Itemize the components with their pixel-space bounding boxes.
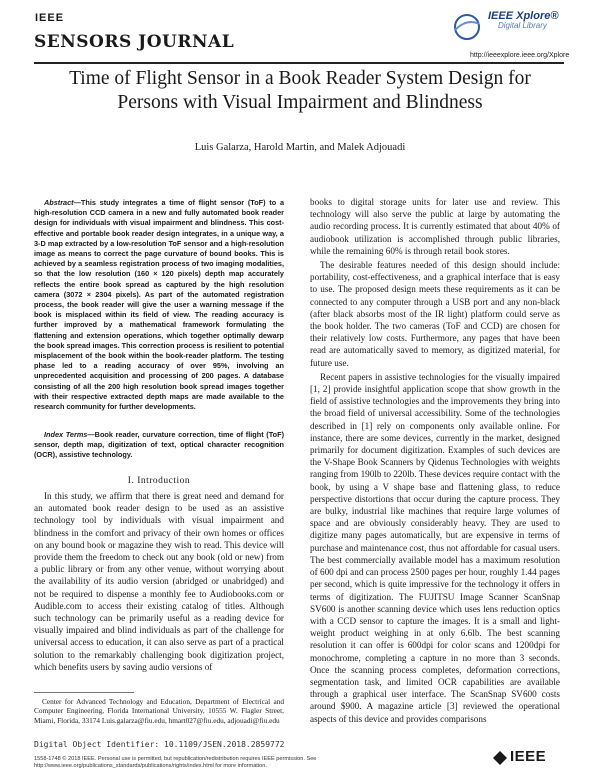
xplore-brand: IEEE Xplore®	[488, 10, 559, 22]
introduction-body	[34, 490, 284, 675]
footnote-rule	[34, 692, 134, 693]
intro-paragraph: In this study, we affirm that there is great need and demand for an automated book reader design to be used as an assistive technology tool by individuals with visual impairment and blindness in the comfort and privacy of their own homes or offices on any bound book or magazine they wish to read. This device will provide them the freedom to check out any book (old or new) from a public library or from any other venue, without worrying about the availability of its audio version (abridged or unabridged) and not be required to dispense a monthly fee to Audiobooks.com or Audible.com to access their existing catalog of titles. Although such technology can be primarily useful as a reading device for visually impaired and blind individuals as part of the challenge for universal access to education, it can also serve as part of a practical solution to the remarkably challenging book digitization project, which benefits users by saving audio versions of	[34, 491, 284, 672]
xplore-branding	[488, 10, 568, 30]
xplore-logo-icon	[450, 10, 484, 44]
ieee-footer-logo: IEEE	[510, 748, 547, 765]
right-column-body	[310, 196, 560, 727]
right-paragraph: Recent papers in assistive technologies for the visually impaired [1, 2] provide insightful application scope that show growth in the field of assistive technologies and the improvements they bring into the broad field of universal accessibility. Some of the technologies described in [1] rely on components only available online. For instance, there are some devices, currently in the market, designed primarily for document digitization. Examples of such devices are the V-Shape Book Scanners by Qidenus Technologies with weights ranging from 190lb to 220lb. These devices require contact with the book, by using a V shape base and flattening glass, to reduce perspective distortions that occur during the capture process. They are bulky, industrial like machines that require large volumes of space and are obviously considerably heavy. They are used to digitize many pages automatically, but are expensive in terms of purchase and maintenance cost, thus not affordable for casual users. The best commercially available model has a maximum resolution of 600 dpi and can process 2500 pages per hour, roughly 1.44 pages per second, which is quite impressive for the technology it offers in terms of digitization. The FUJITSU Image Scanner ScanSnap SV600 is another scanning device which uses lens reduction optics with a CCD sensor to capture the images. It is a small and light-weight product weighing in at only 6.6lb. The best scanning resolution it can offer is 600dpi for color scans and 1200dpi for monochrome, completing a capture in no more than 3 seconds. Once the scanning process completes, deformation corrections, segmentation task, and limited OCR capabilities are available through a graphical user interface. The ScanSnap SV600 costs around $900. A magazine article [3] reviewed the operational aspects of this device and provides comparisons	[310, 371, 560, 724]
index-terms-label: Index Terms	[44, 430, 88, 439]
section-heading-introduction: I. Introduction	[127, 476, 191, 486]
affiliation-footnote: Center for Advanced Technology and Education, Department of Electrical and Computer Engineering, Florida International University, 10555 W. Flagler Street, Miami, Florida, 33174 Luis.galarza@fiu.edu, hmart027@fiu.edu, adjouadi@fiu.edu	[34, 697, 284, 725]
index-terms: Index Terms—Book reader, curvature correction, time of flight (ToF) sensor, depth map, digitization of text, optical character recognition (OCR), assistive technology.	[34, 430, 284, 460]
xplore-sub: Digital Library	[498, 21, 547, 30]
abstract: Abstract—This study integrates a time of flight sensor (ToF) to a high-resolution CCD camera in a new and fully automated book reader design for individuals with visual impairment and blindness. This cost-effective and portable book reader design integrates, in a unique way, a 3-D map extracted by a low-resolution ToF sensor and a high-resolution image as means to correct the page curvature of bound books. This is achieved by a seamless registration process of two imaging modalities, so that the low resolution (160 × 120 pixels) depth map accurately reflects the entire book spread as captured by the high resolution camera (3072 × 2304 pixels). As part of the automated registration process, the book reader will give the user a warning message if the book is misplaced within its field of view. The reading accuracy is further improved by a mathematical framework formulating the flattening and extension operations, which together optimally dewarp the book spread images. This correction process is resilient to potential misplacement of the book within the book-reader platform. The testing phase led to a reading accuracy of over 95%, involving an unprecedented acquisition and processing of 200 pages. A database consisting of all the 200 high resolution book spread images together with their respective extracted depth maps are made available to the research community for further developments.	[34, 198, 284, 412]
index-terms-text: Book reader, curvature correction, time of flight (ToF) sensor, depth map, digitization of text, optical character recognition (OCR), assistive technology.	[34, 430, 284, 460]
paper-authors: Luis Galarza, Harold Martin, and Malek Adjouadi	[194, 142, 406, 153]
journal-name: SENSORS JOURNAL	[34, 32, 235, 52]
abstract-label: Abstract	[44, 198, 74, 207]
ieee-header-mark: IEEE	[35, 12, 65, 24]
right-paragraph: The desirable features needed of this design should include: portability, cost-effectiveness, and a graphical interface that is easy to use. The proposed design meets these requirements as it can be connected to any computer through a USB port and any non-black (after black absorbs most of the IR light) platform could serve as the book holder. The two cameras (ToF and CCD) are chosen for their relatively low costs. Furthermore, any pages that have been read are automatically saved to memory, as digitized material, for future use.	[310, 260, 560, 368]
right-paragraph: books to digital storage units for later use and review. This technology will also serve the public at large by automating the audio recording process. It is currently estimated that about 40% of audiobook utilization is accomplished through public libraries, while the remaining 60% is through retail book stores.	[310, 197, 560, 256]
xplore-url[interactable]: http://ieeexplore.ieee.org/Xplore	[470, 52, 570, 59]
ieee-diamond-icon	[492, 750, 508, 766]
header-rule	[34, 62, 564, 64]
doi: Digital Object Identifier: 10.1109/JSEN.2018.2859772	[34, 740, 285, 749]
paper-title: Time of Flight Sensor in a Book Reader System Design for Persons with Visual Impairment and Blindness	[69, 68, 531, 113]
abstract-text: This study integrates a time of flight sensor (ToF) to a high-resolution CCD camera in a new and fully automated book reader design for individuals with visual impairment and blindness. This cost-effective and portable book reader design integrates, in a unique way, a 3-D map extracted by a low-resolution ToF sensor and a high-resolution image as means to correct the page curvature of bound books. This is achieved by a seamless registration process of two imaging modalities, so that the low resolution (160 × 120 pixels) depth map accurately reflects the entire book spread as captured by the high resolution camera (3072 × 2304 pixels). As part of the automated registration process, the book reader will give the user a warning message if the book is misplaced within its field of view. The reading accuracy is further improved by a mathematical framework formulating the flattening and extension operations, which together optimally dewarp the book spread images. This correction process is resilient to potential misplacement of the book within the book-reader platform. The testing phase led to a reading accuracy of over 95%, involving an unprecedented acquisition and processing of 200 pages. A database consisting of all the 200 high resolution book spread images together with their respective extracted depth maps are made available to the research community for further developments.	[34, 198, 284, 412]
copyright-notice: 1558-1748 © 2018 IEEE. Personal use is permitted, but republication/redistribution requires IEEE permission. See http://www.ieee.org/publications_standards/publications/rights/index.html for more information.	[34, 756, 317, 769]
